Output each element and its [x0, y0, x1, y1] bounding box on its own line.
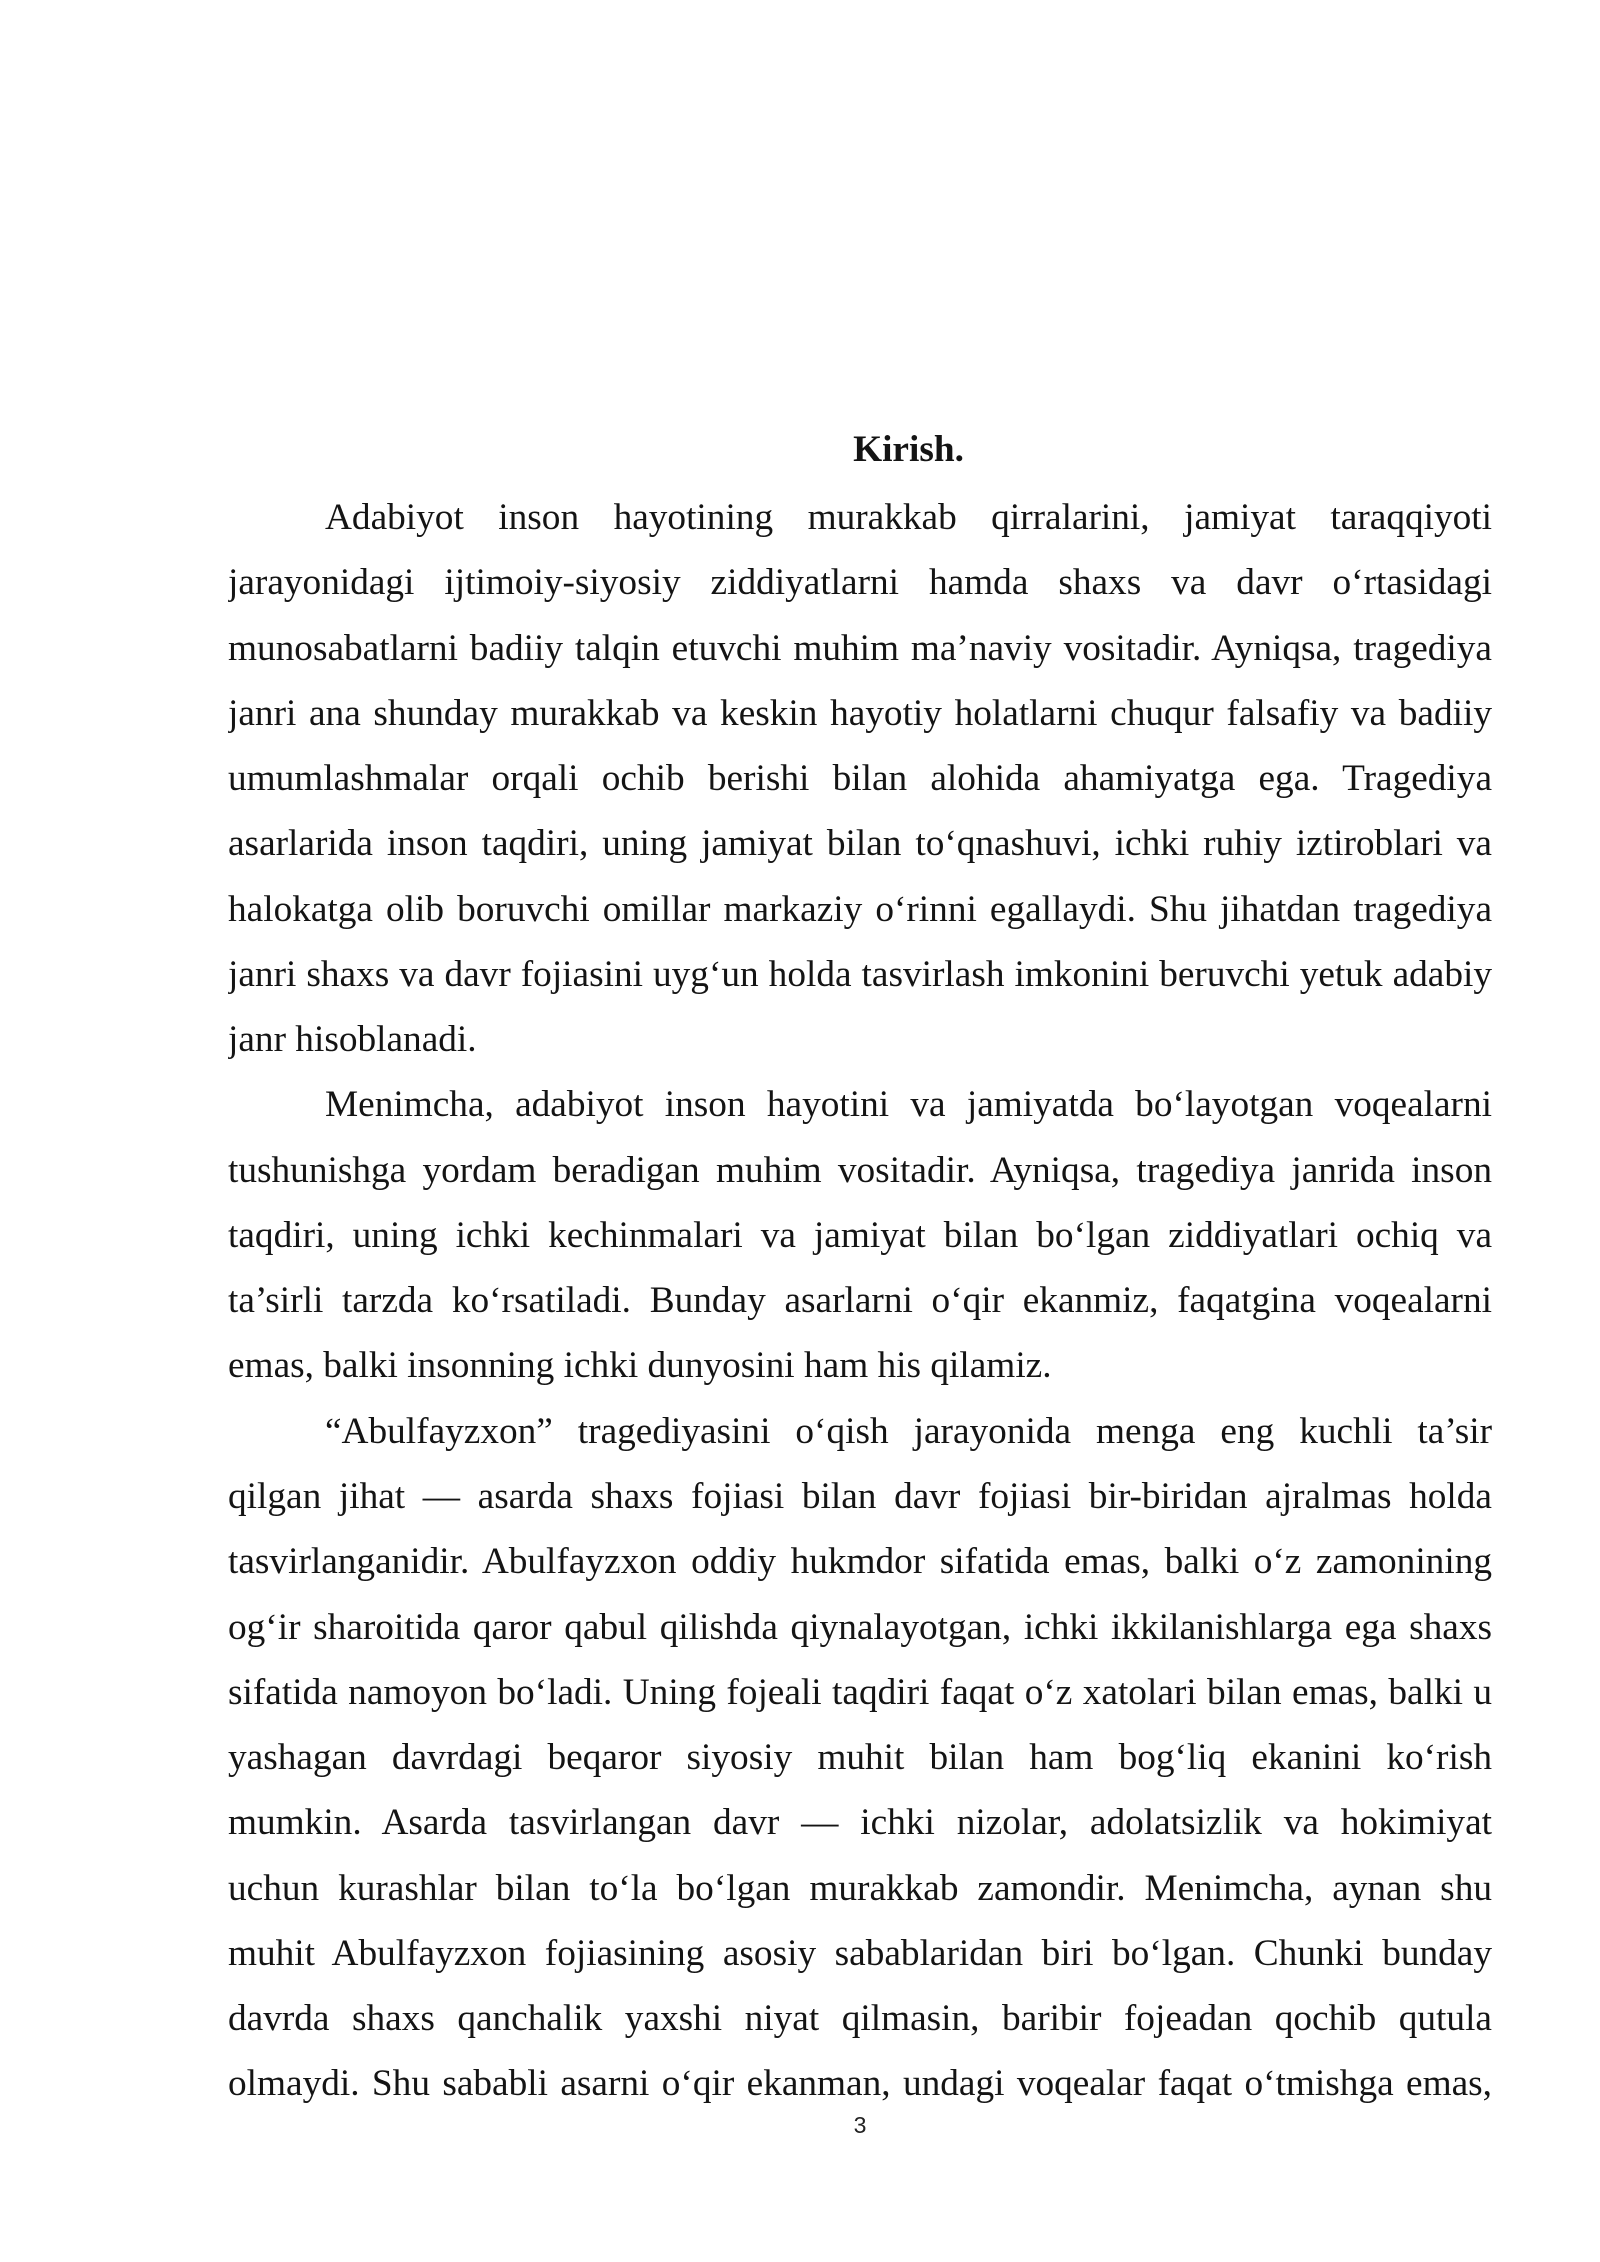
text-line: muhit Abulfayzxon fojiasining asosiy sabablaridan biri bo‘lgan. Chunki bunday — [228, 1932, 1492, 1974]
text-line: munosabatlarni badiiy talqin etuvchi muhim ma’naviy vositadir. Ayniqsa, tragediya — [228, 627, 1492, 669]
text-line: emas, balki insonning ichki dunyosini ham his qilamiz. — [228, 1345, 1052, 1387]
text-line: janr hisoblanadi. — [228, 1019, 477, 1061]
text-line: uchun kurashlar bilan to‘la bo‘lgan murakkab zamondir. Menimcha, aynan shu — [228, 1867, 1492, 1909]
text-line: qilgan jihat — asarda shaxs fojiasi bilan davr fojiasi bir-biridan ajralmas holda — [228, 1475, 1492, 1517]
text-line: “Abulfayzxon” tragediyasini o‘qish jarayonida menga eng kuchli ta’sir — [325, 1410, 1492, 1452]
text-line: halokatga olib boruvchi omillar markaziy o‘rinni egallaydi. Shu jihatdan tragediya — [228, 888, 1492, 930]
text-line: sifatida namoyon bo‘ladi. Uning fojeali taqdiri faqat o‘z xatolari bilan emas, balki u — [228, 1671, 1492, 1713]
text-line: davrda shaxs qanchalik yaxshi niyat qilmasin, baribir fojeadan qochib qutula — [228, 1998, 1492, 2040]
text-line: janri shaxs va davr fojiasini uyg‘un holda tasvirlash imkonini beruvchi yetuk adabiy — [228, 953, 1492, 995]
paragraph-3 — [228, 1399, 1492, 2117]
text-line: tushunishga yordam beradigan muhim vositadir. Ayniqsa, tragediya janrida inson — [228, 1149, 1492, 1191]
document-body — [228, 485, 1492, 2117]
text-line: janri ana shunday murakkab va keskin hayotiy holatlarni chuqur falsafiy va badiiy — [228, 692, 1492, 734]
text-line: og‘ir sharoitida qaror qabul qilishda qiynalayotgan, ichki ikkilanishlarga ega shaxs — [228, 1606, 1492, 1648]
text-line: Menimcha, adabiyot inson hayotini va jamiyatda bo‘layotgan voqealarni — [325, 1084, 1492, 1126]
text-line: tasvirlanganidir. Abulfayzxon oddiy hukmdor sifatida emas, balki o‘z zamonining — [228, 1541, 1492, 1583]
page-number: 3 — [853, 2112, 867, 2138]
section-title: Kirish. — [853, 429, 964, 470]
text-line: jarayonidagi ijtimoiy-siyosiy ziddiyatlarni hamda shaxs va davr o‘rtasidagi — [228, 562, 1492, 604]
text-line: asarlarida inson taqdiri, uning jamiyat bilan to‘qnashuvi, ichki ruhiy iztiroblari va — [228, 823, 1492, 865]
text-line: ta’sirli tarzda ko‘rsatiladi. Bunday asarlarni o‘qir ekanmiz, faqatgina voqealarni — [228, 1280, 1492, 1322]
text-line: Adabiyot inson hayotining murakkab qirralarini, jamiyat taraqqiyoti — [325, 497, 1492, 538]
text-line: umumlashmalar orqali ochib berishi bilan alohida ahamiyatga ega. Tragediya — [228, 758, 1492, 800]
paragraph-2 — [228, 1072, 1492, 1398]
text-line: olmaydi. Shu sababli asarni o‘qir ekanman, undagi voqealar faqat o‘tmishga emas, — [228, 2063, 1492, 2105]
paragraph-1 — [228, 485, 1492, 1072]
text-line: yashagan davrdagi beqaror siyosiy muhit bilan ham bog‘liq ekanini ko‘rish — [228, 1737, 1492, 1779]
text-line: mumkin. Asarda tasvirlangan davr — ichki nizolar, adolatsizlik va hokimiyat — [228, 1802, 1492, 1844]
text-line: taqdiri, uning ichki kechinmalari va jamiyat bilan bo‘lgan ziddiyatlari ochiq va — [228, 1214, 1492, 1256]
